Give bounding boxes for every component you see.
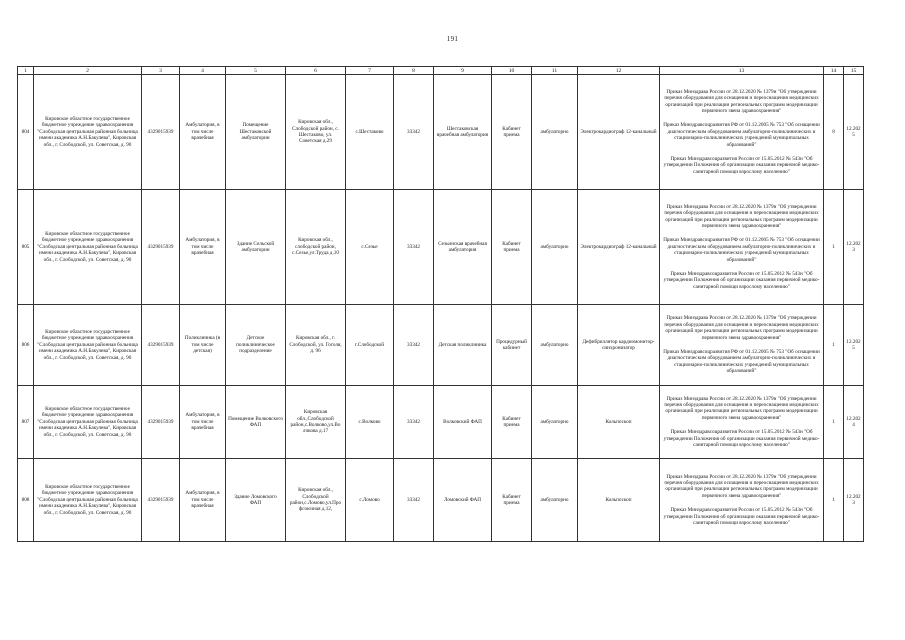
regulation-text: Приказ Минздрава России от 28.12.2020 № 1379н "Об утверждении перечня оборудования для оснащения и переоснащения медицинских организаций при реализации региональных программ модернизации первичного звена здравоохранения" bbox=[664, 88, 819, 114]
settlement-cell: с.Ломово bbox=[346, 459, 394, 542]
regulation-text: Приказ Минздравсоцразвития РФ от 01.12.2005 № 753 "Об оснащении диагностическим оборудованием амбулаторно-поликлинических и стационарно-поликлинических учреждений муниципальных образований" bbox=[663, 122, 820, 148]
code-cell: 33342 bbox=[394, 75, 434, 190]
equipment-cell: Кольпоскоп bbox=[578, 459, 660, 542]
building-cell: Здание Ломовского ФАП bbox=[226, 459, 286, 542]
building-cell: Помещение Шестаковской амбулатории bbox=[226, 75, 286, 190]
date-cell: 12.2025 bbox=[844, 75, 864, 190]
settlement-cell: г.Слободской bbox=[346, 305, 394, 386]
quantity-cell: 1 bbox=[824, 459, 844, 542]
regulation-text: Приказ Минздравсоцразвития РФ от 01.12.2005 № 753 "Об оснащении диагностическим оборудованием амбулаторно-поликлинических и стационарно-поликлинических учреждений муниципальных образований" bbox=[663, 349, 820, 375]
condition-cell: амбулаторно bbox=[532, 459, 578, 542]
column-header: 8 bbox=[394, 67, 434, 75]
code-cell: 33342 bbox=[394, 305, 434, 386]
column-header: 10 bbox=[492, 67, 532, 75]
equipment-cell: Электрокардиограф 12-канальный bbox=[578, 75, 660, 190]
column-header: 14 bbox=[824, 67, 844, 75]
condition-cell: амбулаторно bbox=[532, 190, 578, 305]
address-cell: Кировская обл., Слободской район, с. Шестаково, ул. Советская д.29 bbox=[286, 75, 346, 190]
regulation-text: Приказ Минздрава России от 28.12.2020 № 1379н "Об утверждении перечня оборудования для оснащения и переоснащения медицинских организаций при реализации региональных программ модернизации первичного звена здравоохранения" bbox=[664, 203, 819, 229]
facility-type-cell: Амбулатория, в том числе врачебная bbox=[180, 75, 226, 190]
equipment-cell: Электрокардиограф 12-канальный bbox=[578, 190, 660, 305]
equipment-register-table bbox=[17, 66, 864, 542]
quantity-cell: 8 bbox=[824, 75, 844, 190]
building-cell: Помещение Волковского ФАП bbox=[226, 386, 286, 459]
regulation-text: Приказ Минздрава России от 28.12.2020 № 1379н "Об утверждении перечня оборудования для оснащения и переоснащения медицинских организаций при реализации региональных программ модернизации первичного звена здравоохранения" bbox=[664, 473, 819, 499]
date-cell: 12.2025 bbox=[844, 305, 864, 386]
room-cell: Кабинет приема bbox=[492, 75, 532, 190]
date-cell: 12.2023 bbox=[844, 190, 864, 305]
unit-cell: Сезьинская врачебная амбулатория bbox=[434, 190, 492, 305]
regulation-text: Приказ Минздравсоцразвития России от 15.05.2012 № 543н "Об утверждении Положения об организации оказания первичной медико-санитарной помощи взрослому населению" bbox=[663, 507, 820, 527]
row-number: 808 bbox=[18, 459, 34, 542]
organization-cell: Кировское областное государственное бюджетное учреждение здравоохранения "Слободская центральная районная больница имени академика А.Н.Бакулева", Кировская обл., г. Слободской, ул. Советская, д. 90 bbox=[34, 305, 142, 386]
row-number: 806 bbox=[18, 305, 34, 386]
regulation-text: Приказ Минздравсоцразвития России от 15.05.2012 № 543н "Об утверждении Положения об организации оказания первичной медико-санитарной помощи взрослому населению" bbox=[663, 156, 820, 175]
facility-type-cell: Амбулатория, в том числе врачебная bbox=[180, 386, 226, 459]
facility-type-cell: Амбулатория, в том числе врачебная bbox=[180, 459, 226, 542]
address-cell: Кировская обл.,Слободской район,с.Волково,ул.Во лчкова д.17 bbox=[286, 386, 346, 459]
column-header: 13 bbox=[660, 67, 824, 75]
column-header: 15 bbox=[844, 67, 864, 75]
column-number-header-row bbox=[18, 67, 864, 75]
code-cell: 33342 bbox=[394, 386, 434, 459]
facility-type-cell: Амбулатория, в том числе врачебная bbox=[180, 190, 226, 305]
column-header: 6 bbox=[286, 67, 346, 75]
room-cell: Процедурный кабинет bbox=[492, 305, 532, 386]
regulation-text: Приказ Минздравсоцразвития РФ от 01.12.2005 № 753 "Об оснащении диагностическим оборудованием амбулаторно-поликлинических и стационарно-поликлинических учреждений муниципальных образований" bbox=[663, 237, 820, 263]
unit-cell: Детская поликлиника bbox=[434, 305, 492, 386]
condition-cell: амбулаторно bbox=[532, 75, 578, 190]
row-number: 807 bbox=[18, 386, 34, 459]
building-cell: Здание Сельской амбулатории bbox=[226, 190, 286, 305]
settlement-cell: с.Волково bbox=[346, 386, 394, 459]
regulations-cell bbox=[660, 459, 824, 542]
regulations-cell bbox=[660, 305, 824, 386]
address-cell: Кировская обл., Слободской район,с.Ломово,ул.Про фсоюзная д.12, bbox=[286, 459, 346, 542]
quantity-cell: 1 bbox=[824, 190, 844, 305]
building-cell: Детское поликлиническое подразделение bbox=[226, 305, 286, 386]
page-number: 191 bbox=[446, 35, 459, 43]
unit-cell: Волковский ФАП bbox=[434, 386, 492, 459]
organization-cell: Кировское областное государственное бюджетное учреждение здравоохранения "Слободская центральная районная больница имени академика А.Н.Бакулева", Кировская обл., г. Слободской, ул. Советская, д. 90 bbox=[34, 459, 142, 542]
inn-cell: 4329015939 bbox=[142, 75, 180, 190]
regulations-cell bbox=[660, 75, 824, 190]
room-cell: Кабинет приема bbox=[492, 386, 532, 459]
quantity-cell: 1 bbox=[824, 305, 844, 386]
unit-cell: Шестаковская врачебная амбулатория bbox=[434, 75, 492, 190]
column-header: 4 bbox=[180, 67, 226, 75]
regulation-text: Приказ Минздравсоцразвития России от 15.05.2012 № 543н "Об утверждении Положения об организации оказания первичной медико-санитарной помощи взрослому населению" bbox=[663, 429, 820, 449]
regulation-text: Приказ Минздрава России от 28.12.2020 № 1379н "Об утверждении перечня оборудования для оснащения и переоснащения медицинских организаций при реализации региональных программ модернизации первичного звена здравоохранения" bbox=[664, 315, 819, 341]
column-header: 12 bbox=[578, 67, 660, 75]
inn-cell: 4329015939 bbox=[142, 459, 180, 542]
column-header: 2 bbox=[34, 67, 142, 75]
inn-cell: 4329015939 bbox=[142, 305, 180, 386]
address-cell: Кировская обл., г. Слободской, ул. Гоголя, д. 96 bbox=[286, 305, 346, 386]
table-row bbox=[18, 305, 864, 386]
organization-cell: Кировское областное государственное бюджетное учреждение здравоохранения "Слободская центральная районная больница имени академика А.Н.Бакулева", Кировская обл., г. Слободской, ул. Советская, д. 90 bbox=[34, 386, 142, 459]
row-number: 805 bbox=[18, 190, 34, 305]
condition-cell: амбулаторно bbox=[532, 386, 578, 459]
table-row bbox=[18, 459, 864, 542]
table-row bbox=[18, 386, 864, 459]
organization-cell: Кировское областное государственное бюджетное учреждение здравоохранения "Слободская центральная районная больница имени академика А.Н.Бакулева", Кировская обл., г. Слободской, ул. Советская, д. 90 bbox=[34, 190, 142, 305]
column-header: 11 bbox=[532, 67, 578, 75]
room-cell: Кабинет приема bbox=[492, 190, 532, 305]
code-cell: 33342 bbox=[394, 459, 434, 542]
room-cell: Кабинет приема bbox=[492, 459, 532, 542]
quantity-cell: 1 bbox=[824, 386, 844, 459]
regulation-text: Приказ Минздрава России от 28.12.2020 № 1379н "Об утверждении перечня оборудования для оснащения и переоснащения медицинских организаций при реализации региональных программ модернизации первичного звена здравоохранения" bbox=[664, 395, 819, 421]
table-row bbox=[18, 75, 864, 190]
inn-cell: 4329015939 bbox=[142, 190, 180, 305]
regulation-text: Приказ Минздравсоцразвития России от 15.05.2012 № 543н "Об утверждении Положения об организации оказания первичной медико-санитарной помощи взрослому населению" bbox=[663, 271, 820, 290]
column-header: 7 bbox=[346, 67, 394, 75]
regulations-cell bbox=[660, 386, 824, 459]
equipment-cell: Кольпоскоп bbox=[578, 386, 660, 459]
column-header: 3 bbox=[142, 67, 180, 75]
equipment-cell: Дефибриллятор кардиомонитор-синхронизатор bbox=[578, 305, 660, 386]
row-number: 804 bbox=[18, 75, 34, 190]
code-cell: 33342 bbox=[394, 190, 434, 305]
facility-type-cell: Поликлиника (в том числе детская) bbox=[180, 305, 226, 386]
column-header: 1 bbox=[18, 67, 34, 75]
column-header: 5 bbox=[226, 67, 286, 75]
settlement-cell: с.Сезье bbox=[346, 190, 394, 305]
date-cell: 12.2023 bbox=[844, 459, 864, 542]
table-row bbox=[18, 190, 864, 305]
column-header: 9 bbox=[434, 67, 492, 75]
organization-cell: Кировское областное государственное бюджетное учреждение здравоохранения "Слободская центральная районная больница имени академика А.Н.Бакулева", Кировская обл., г. Слободской, ул. Советская, д. 90 bbox=[34, 75, 142, 190]
regulations-cell bbox=[660, 190, 824, 305]
unit-cell: Ломовский ФАП bbox=[434, 459, 492, 542]
inn-cell: 4329015939 bbox=[142, 386, 180, 459]
date-cell: 12.2024 bbox=[844, 386, 864, 459]
address-cell: Кировская обл., слободской район, с.Сезье,ул.Труда д.10 bbox=[286, 190, 346, 305]
condition-cell: амбулаторно bbox=[532, 305, 578, 386]
settlement-cell: с.Шестаково bbox=[346, 75, 394, 190]
